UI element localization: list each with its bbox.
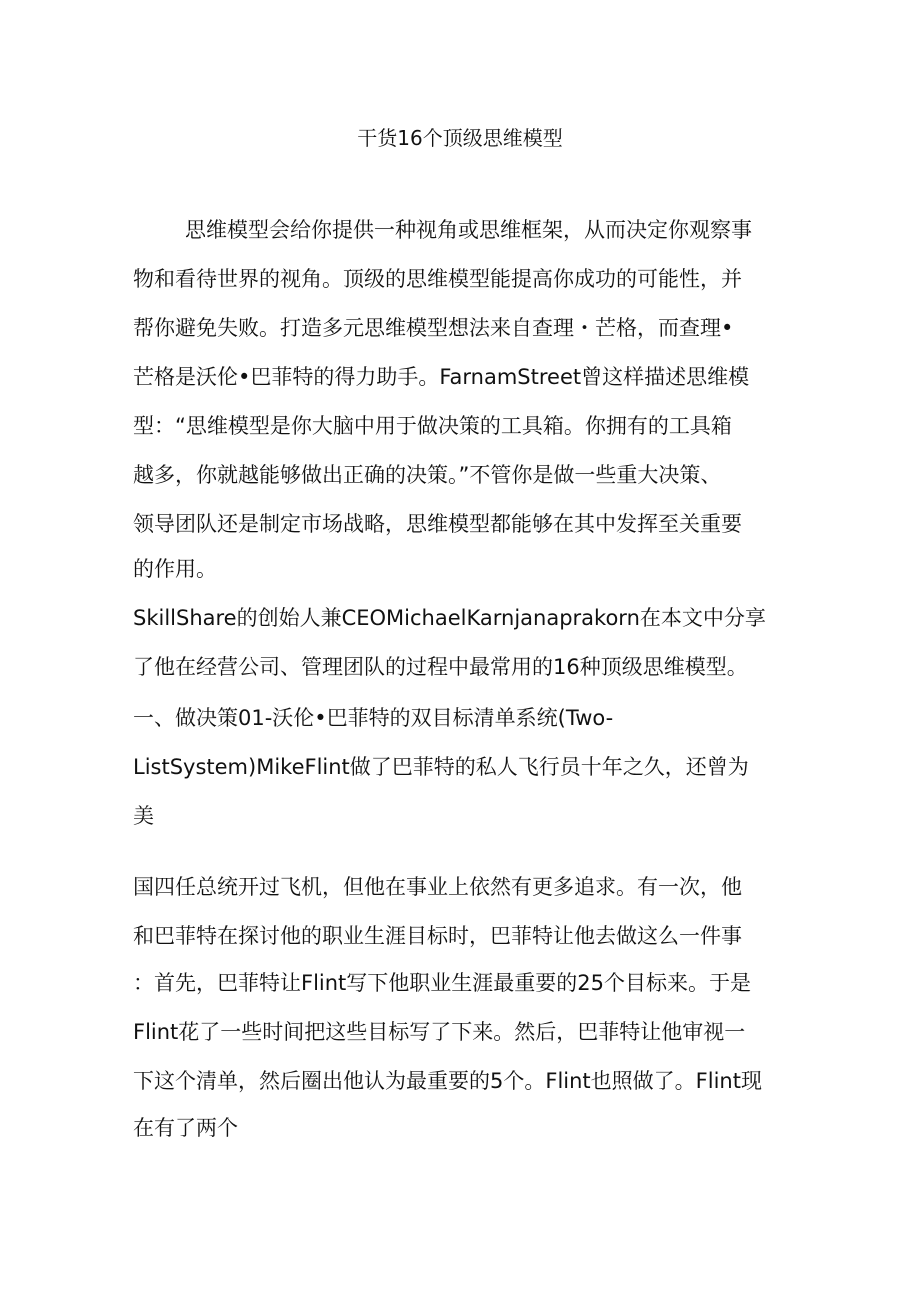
body-line-11: 一、做决策01-沃伦•巴菲特的双目标清单系统(Two- (133, 706, 614, 730)
body-line-8: 的作用。 (133, 557, 217, 581)
body-line-3: 帮你避免失败。打造多元思维模型想法来自查理・芒格，而查理• (133, 316, 734, 340)
document-title: 干货16个顶级思维模型 (357, 126, 563, 150)
body-line-16: ：首先，巴菲特让Flint写下他职业生涯最重要的25个目标来。于是 (133, 971, 752, 995)
body-line-13: 美 (133, 804, 154, 828)
body-line-9: SkillShare的创始人兼CEOMichaelKarnjanaprakorn在本文中分享 (133, 606, 766, 630)
body-line-10: 了他在经营公司、管理团队的过程中最常用的16种顶级思维模型。 (133, 655, 748, 679)
body-line-18: 下这个清单，然后圈出他认为最重要的5个。Flint也照做了。Flint现 (133, 1069, 762, 1093)
body-line-2: 物和看待世界的视角。顶级的思维模型能提高你成功的可能性，并 (133, 267, 742, 291)
body-line-14: 国四任总统开过飞机，但他在事业上依然有更多追求。有一次，他 (133, 875, 742, 899)
body-line-5: 型：“思维模型是你大脑中用于做决策的工具箱。你拥有的工具箱 (133, 414, 732, 438)
body-line-4: 芒格是沃伦•巴菲特的得力助手。FarnamStreet曾这样描述思维模 (133, 365, 750, 389)
body-line-12: ListSystem)MikeFlint做了巴菲特的私人飞行员十年之久，还曾为 (133, 755, 749, 779)
body-line-7: 领导团队还是制定市场战略，思维模型都能够在其中发挥至关重要 (133, 512, 742, 536)
body-line-1: 思维模型会给你提供一种视角或思维框架，从而决定你观察事 (185, 218, 752, 242)
body-line-17: Flint花了一些时间把这些目标写了下来。然后，巴菲特让他审视一 (133, 1020, 746, 1044)
body-line-19: 在有了两个 (133, 1116, 238, 1140)
body-line-6: 越多，你就越能够做出正确的决策。”不管你是做一些重大决策、 (133, 463, 722, 487)
body-line-15: 和巴菲特在探讨他的职业生涯目标时，巴菲特让他去做这么一件事 (133, 924, 742, 948)
